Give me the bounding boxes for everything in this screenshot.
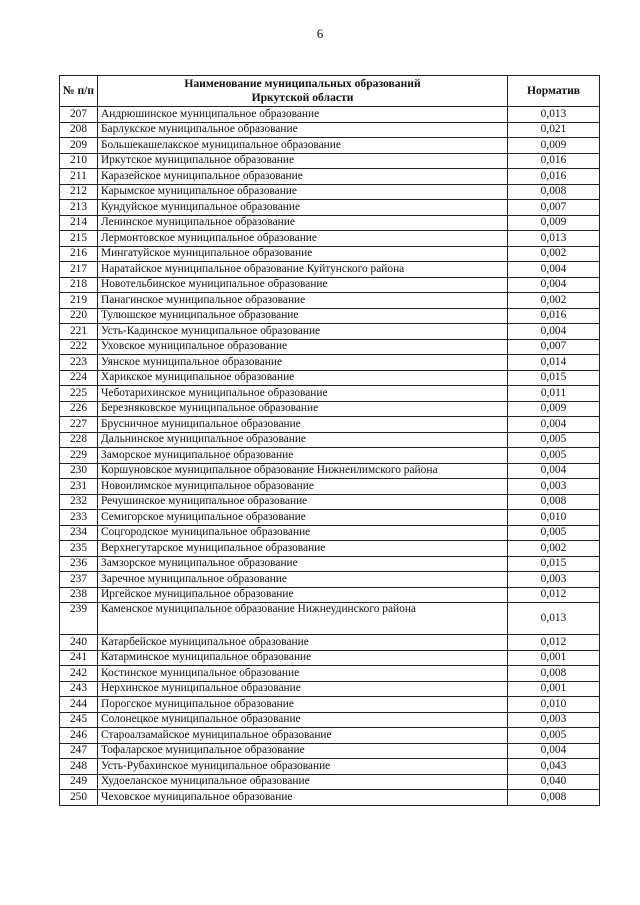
normative-value: 0,004 [508,463,600,479]
table-row [60,184,600,200]
table-row [60,169,600,185]
table-row [60,603,600,635]
normative-value: 0,016 [508,153,600,169]
normative-value: 0,009 [508,215,600,231]
municipality-name: Староалзамайское муниципальное образование [98,728,508,744]
table-row [60,138,600,154]
table-row [60,712,600,728]
table-row [60,525,600,541]
municipality-name: Катарминское муниципальное образование [98,650,508,666]
municipality-name: Кундуйское муниципальное образование [98,200,508,216]
row-number: 207 [60,107,98,123]
normative-value: 0,015 [508,370,600,386]
municipality-name: Солонецкое муниципальное образование [98,712,508,728]
row-number: 208 [60,122,98,138]
normative-value: 0,004 [508,743,600,759]
row-number: 233 [60,510,98,526]
table-row [60,681,600,697]
normative-value: 0,043 [508,759,600,775]
table-row [60,153,600,169]
table-row [60,494,600,510]
row-number: 215 [60,231,98,247]
normative-value: 0,021 [508,122,600,138]
row-number: 250 [60,790,98,806]
table-row [60,774,600,790]
normative-value: 0,005 [508,728,600,744]
municipality-name: Чеботарихинское муниципальное образование [98,386,508,402]
municipality-name: Заречное муниципальное образование [98,572,508,588]
table-row [60,308,600,324]
table-row [60,666,600,682]
table-row [60,432,600,448]
normative-value: 0,008 [508,494,600,510]
row-number: 219 [60,293,98,309]
normative-value: 0,002 [508,246,600,262]
normative-value: 0,015 [508,556,600,572]
municipality-name: Новотельбинское муниципальное образование [98,277,508,293]
municipality-name: Иргейское муниципальное образование [98,587,508,603]
table-row [60,324,600,340]
table-row [60,635,600,651]
table-row [60,587,600,603]
table-row [60,355,600,371]
row-number: 244 [60,697,98,713]
table-row [60,122,600,138]
row-number: 243 [60,681,98,697]
municipality-name: Брусничное муниципальное образование [98,417,508,433]
municipality-name: Тулюшское муниципальное образование [98,308,508,324]
table-row [60,386,600,402]
municipality-name: Иркутское муниципальное образование [98,153,508,169]
table-row [60,790,600,806]
normative-value: 0,008 [508,666,600,682]
row-number: 248 [60,759,98,775]
municipality-name: Мингатуйское муниципальное образование [98,246,508,262]
table-header-row [60,76,600,107]
normative-value: 0,001 [508,681,600,697]
municipality-name: Коршуновское муниципальное образование Нижнеилимского района [98,463,508,479]
table-row [60,200,600,216]
normative-value: 0,005 [508,432,600,448]
municipality-name: Усть-Рубахинское муниципальное образование [98,759,508,775]
municipality-name: Уянское муниципальное образование [98,355,508,371]
row-number: 245 [60,712,98,728]
row-number: 237 [60,572,98,588]
row-number: 229 [60,448,98,464]
municipality-name: Большекашелакское муниципальное образование [98,138,508,154]
normative-value: 0,005 [508,448,600,464]
municipality-name: Соцгородское муниципальное образование [98,525,508,541]
row-number: 239 [60,603,98,635]
normative-value: 0,014 [508,355,600,371]
municipality-name: Каразейское муниципальное образование [98,169,508,185]
normative-value: 0,013 [508,603,600,635]
normative-value: 0,004 [508,262,600,278]
header-num: № п/п [60,76,98,107]
row-number: 246 [60,728,98,744]
normative-value: 0,040 [508,774,600,790]
row-number: 221 [60,324,98,340]
row-number: 228 [60,432,98,448]
municipality-name: Березняковское муниципальное образование [98,401,508,417]
normative-value: 0,013 [508,231,600,247]
normative-value: 0,003 [508,712,600,728]
normative-value: 0,004 [508,277,600,293]
municipality-name: Верхнегутарское муниципальное образование [98,541,508,557]
normative-value: 0,010 [508,510,600,526]
row-number: 247 [60,743,98,759]
municipality-name: Харикское муниципальное образование [98,370,508,386]
normative-value: 0,009 [508,138,600,154]
normative-value: 0,012 [508,635,600,651]
row-number: 212 [60,184,98,200]
row-number: 231 [60,479,98,495]
row-number: 234 [60,525,98,541]
municipality-name: Ленинское муниципальное образование [98,215,508,231]
municipality-name: Карымское муниципальное образование [98,184,508,200]
page-number: 6 [316,26,324,41]
table-row [60,479,600,495]
normative-value: 0,004 [508,324,600,340]
normative-value: 0,002 [508,541,600,557]
row-number: 227 [60,417,98,433]
table-body [60,107,600,806]
table-row [60,401,600,417]
normative-value: 0,004 [508,417,600,433]
row-number: 235 [60,541,98,557]
municipality-name: Замзорское муниципальное образование [98,556,508,572]
row-number: 240 [60,635,98,651]
normative-value: 0,016 [508,169,600,185]
row-number: 224 [60,370,98,386]
row-number: 238 [60,587,98,603]
normative-table [59,75,600,806]
header-norm: Норматив [508,76,600,107]
table-row [60,728,600,744]
table-row [60,277,600,293]
table-row [60,463,600,479]
normative-value: 0,007 [508,339,600,355]
table-row [60,697,600,713]
row-number: 225 [60,386,98,402]
table-row [60,262,600,278]
normative-value: 0,002 [508,293,600,309]
normative-value: 0,007 [508,200,600,216]
row-number: 232 [60,494,98,510]
table-row [60,572,600,588]
normative-value: 0,001 [508,650,600,666]
table-row [60,759,600,775]
municipality-name: Наратайское муниципальное образование Куйтунского района [98,262,508,278]
normative-value: 0,008 [508,790,600,806]
municipality-name: Каменское муниципальное образование Нижнеудинского района [98,603,508,635]
municipality-name: Чеховское муниципальное образование [98,790,508,806]
table-row [60,215,600,231]
municipality-name: Лермонтовское муниципальное образование [98,231,508,247]
table-row [60,107,600,123]
row-number: 211 [60,169,98,185]
municipality-name: Нерхинское муниципальное образование [98,681,508,697]
table-row [60,339,600,355]
row-number: 216 [60,246,98,262]
table-row [60,541,600,557]
municipality-name: Дальнинское муниципальное образование [98,432,508,448]
municipality-name: Усть-Кадинское муниципальное образование [98,324,508,340]
row-number: 209 [60,138,98,154]
table-row [60,293,600,309]
header-name [98,76,508,107]
table-row [60,556,600,572]
municipality-name: Новоилимское муниципальное образование [98,479,508,495]
row-number: 210 [60,153,98,169]
municipality-name: Заморское муниципальное образование [98,448,508,464]
municipality-name: Андрюшинское муниципальное образование [98,107,508,123]
normative-value: 0,016 [508,308,600,324]
normative-value: 0,009 [508,401,600,417]
municipality-name: Костинское муниципальное образование [98,666,508,682]
row-number: 226 [60,401,98,417]
municipality-name: Худоеланское муниципальное образование [98,774,508,790]
municipality-name: Порогское муниципальное образование [98,697,508,713]
normative-value: 0,003 [508,479,600,495]
municipality-name: Катарбейское муниципальное образование [98,635,508,651]
row-number: 223 [60,355,98,371]
table-row [60,743,600,759]
municipality-name: Панагинское муниципальное образование [98,293,508,309]
municipality-name: Речушинское муниципальное образование [98,494,508,510]
table-row [60,231,600,247]
normative-value: 0,005 [508,525,600,541]
row-number: 230 [60,463,98,479]
normative-value: 0,008 [508,184,600,200]
row-number: 242 [60,666,98,682]
normative-value: 0,003 [508,572,600,588]
row-number: 217 [60,262,98,278]
table-row [60,417,600,433]
row-number: 249 [60,774,98,790]
normative-value: 0,012 [508,587,600,603]
row-number: 241 [60,650,98,666]
municipality-name: Барлукское муниципальное образование [98,122,508,138]
normative-value: 0,011 [508,386,600,402]
row-number: 214 [60,215,98,231]
table-row [60,448,600,464]
header-name-line1: Наименование муниципальных образований [184,76,421,90]
row-number: 213 [60,200,98,216]
header-name-line2: Иркутской области [251,91,354,104]
table-row [60,370,600,386]
table-row [60,510,600,526]
normative-value: 0,013 [508,107,600,123]
row-number: 218 [60,277,98,293]
row-number: 222 [60,339,98,355]
municipality-name: Тофаларское муниципальное образование [98,743,508,759]
municipality-name: Уховское муниципальное образование [98,339,508,355]
normative-value: 0,010 [508,697,600,713]
row-number: 236 [60,556,98,572]
table-row [60,650,600,666]
table-row [60,246,600,262]
municipality-name: Семигорское муниципальное образование [98,510,508,526]
row-number: 220 [60,308,98,324]
